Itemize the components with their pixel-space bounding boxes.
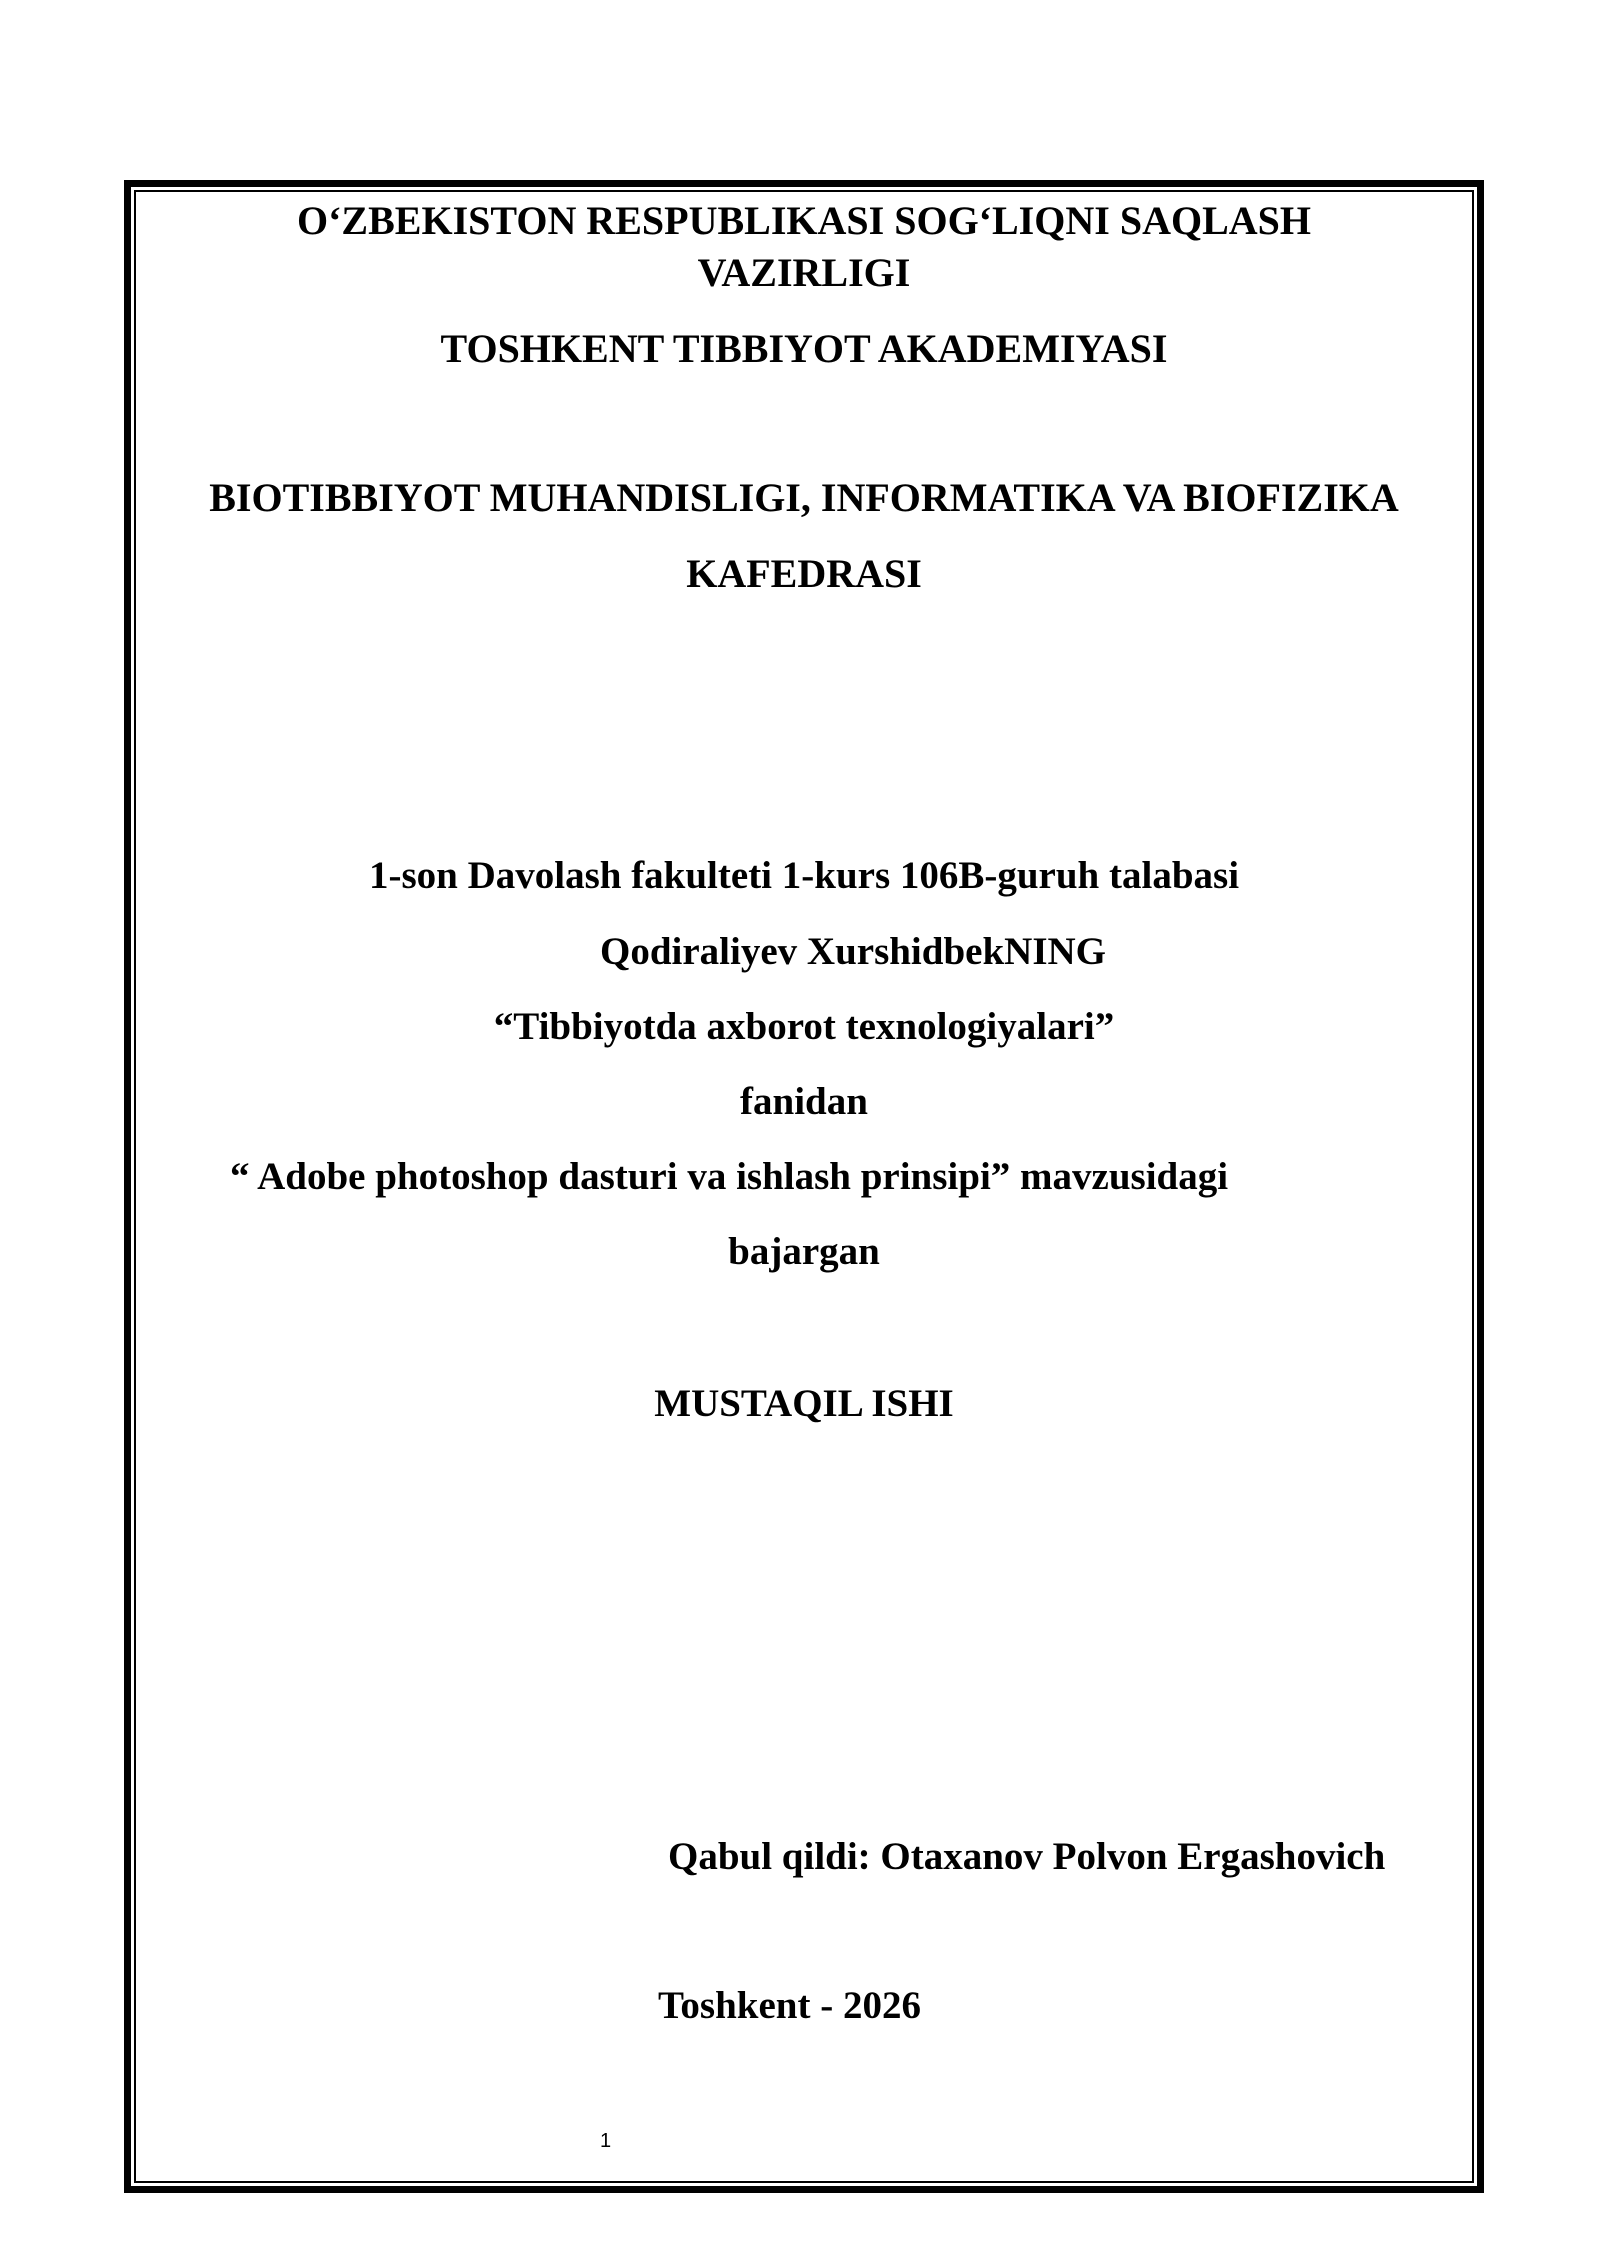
subject-title: “Tibbiyotda axborot texnologiyalari” xyxy=(493,1005,1115,1048)
city-year: Toshkent - 2026 xyxy=(658,1984,921,2027)
page-number: 1 xyxy=(600,2130,612,2152)
subject-suffix: fanidan xyxy=(740,1080,868,1123)
accepted-by: Qabul qildi: Otaxanov Polvon Ergashovich xyxy=(668,1835,1386,1878)
student-info-line: 1-son Davolash fakulteti 1-kurs 106B-guruh talabasi xyxy=(368,854,1240,897)
department-title-line2: KAFEDRASI xyxy=(686,551,922,596)
department-title-line1: BIOTIBBIYOT MUHANDISLIGI, INFORMATIKA VA BIOFIZIKA xyxy=(209,475,1399,520)
student-name: Qodiraliyev XurshidbekNING xyxy=(600,930,1106,973)
ministry-title-line1: O‘ZBEKISTON RESPUBLIKASI SOG‘LIQNI SAQLASH xyxy=(296,198,1311,243)
ministry-title-line2: VAZIRLIGI xyxy=(697,250,911,295)
topic-title: “ Adobe photoshop dasturi va ishlash prinsipi” mavzusidagi xyxy=(230,1155,1229,1198)
work-type-title: MUSTAQIL ISHI xyxy=(654,1382,954,1425)
topic-suffix: bajargan xyxy=(728,1230,880,1273)
academy-title: TOSHKENT TIBBIYOT AKADEMIYASI xyxy=(440,326,1168,371)
